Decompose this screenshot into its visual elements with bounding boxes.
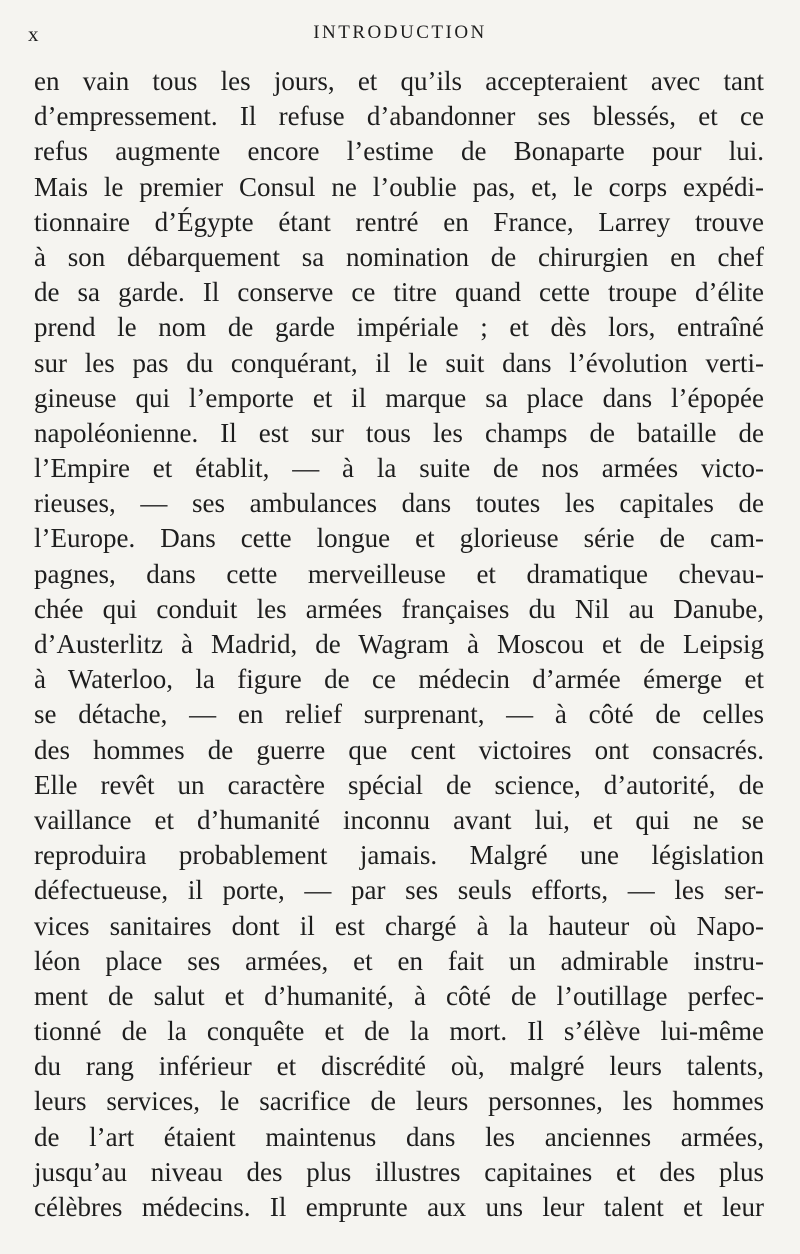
text-line: des hommes de guerre que cent victoires ont consacrés. xyxy=(34,734,764,765)
text-line: d’empressement. Il refuse d’abandonner ses blessés, et ce xyxy=(34,101,764,132)
text-line: vaillance et d’humanité inconnu avant lui, et qui ne se xyxy=(34,804,764,835)
text-line: de sa garde. Il conserve ce titre quand cette troupe d’élite xyxy=(34,277,764,308)
text-line: du rang inférieur et discrédité où, malgré leurs talents, xyxy=(34,1051,764,1082)
text-line: tionné de la conquête et de la mort. Il s’élève lui-même xyxy=(34,1016,764,1047)
running-title: INTRODUCTION xyxy=(313,22,487,43)
text-line: célèbres médecins. Il emprunte aux uns leur talent et leur xyxy=(34,1192,764,1222)
text-line: pagnes, dans cette merveilleuse et dramatique chevau- xyxy=(34,558,764,589)
text-line: leurs services, le sacrifice de leurs personnes, les hommes xyxy=(34,1086,764,1117)
text-line: de l’art étaient maintenus dans les anciennes armées, xyxy=(34,1121,764,1152)
text-line: napoléonienne. Il est sur tous les champs de bataille de xyxy=(34,417,764,448)
text-line: d’Austerlitz à Madrid, de Wagram à Moscou et de Leipsig xyxy=(34,629,764,659)
text-line: à son débarquement sa nomination de chirurgien en chef xyxy=(34,241,764,272)
text-line: se détache, — en relief surprenant, — à côté de celles xyxy=(34,699,764,730)
text-line: chée qui conduit les armées françaises du Nil au Danube, xyxy=(34,593,764,624)
text-line: défectueuse, il porte, — par ses seuls efforts, — les ser- xyxy=(34,875,764,906)
text-line: l’Europe. Dans cette longue et glorieuse série de cam- xyxy=(34,523,764,554)
page-number: x xyxy=(28,22,40,46)
text-line: sur les pas du conquérant, il le suit dans l’évolution verti- xyxy=(34,347,764,378)
body-text xyxy=(34,64,764,1225)
text-line: jusqu’au niveau des plus illustres capitaines et des plus xyxy=(34,1156,764,1187)
text-line: reproduira probablement jamais. Malgré une législation xyxy=(34,840,764,871)
text-line: Mais le premier Consul ne l’oublie pas, et, le corps expédi- xyxy=(34,171,764,202)
text-line: refus augmente encore l’estime de Bonaparte pour lui. xyxy=(34,136,764,167)
text-line: Elle revêt un caractère spécial de science, d’autorité, de xyxy=(34,769,764,800)
page-header xyxy=(0,22,800,52)
text-line: en vain tous les jours, et qu’ils accepteraient avec tant xyxy=(34,66,764,96)
text-line: ment de salut et d’humanité, à côté de l’outillage perfec- xyxy=(34,980,764,1011)
text-line: vices sanitaires dont il est chargé à la hauteur où Napo- xyxy=(34,910,764,941)
text-line: rieuses, — ses ambulances dans toutes les capitales de xyxy=(34,488,764,519)
text-line: tionnaire d’Égypte étant rentré en France, Larrey trouve xyxy=(34,206,764,237)
text-line: léon place ses armées, et en fait un admirable instru- xyxy=(34,945,764,976)
text-line: l’Empire et établit, — à la suite de nos armées victo- xyxy=(34,453,764,484)
text-line: gineuse qui l’emporte et il marque sa place dans l’épopée xyxy=(34,382,764,413)
text-line: prend le nom de garde impériale ; et dès lors, entraîné xyxy=(34,312,764,343)
text-line: à Waterloo, la figure de ce médecin d’armée émerge et xyxy=(34,664,764,695)
